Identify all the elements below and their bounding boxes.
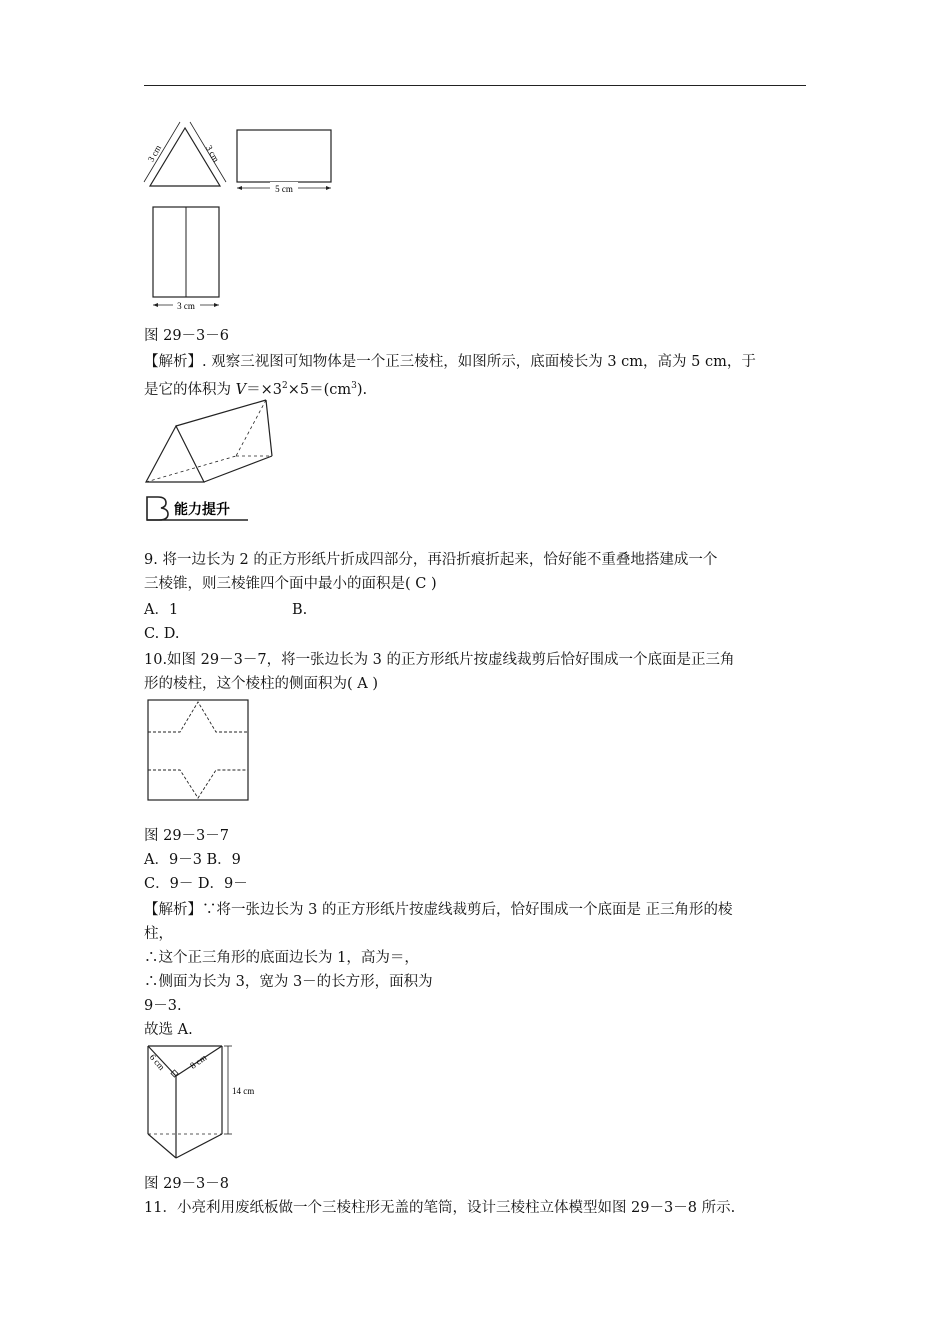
prism-right-label: 8 cm [188, 1052, 209, 1071]
rect-width-label: 5 cm [275, 184, 293, 194]
figure-prism-3d [140, 396, 280, 488]
figure-caption-8: 图 29－3－8 [144, 1176, 230, 1192]
figure-caption-6: 图 29－3－6 [144, 328, 230, 344]
analysis2-line5: 9－3. [144, 998, 182, 1014]
front-width-label: 3 cm [177, 301, 195, 311]
q10-options-cd: C．9－ D．9－ [144, 876, 248, 892]
figure-front-view [147, 203, 227, 315]
prism-left-label: 6 cm [147, 1052, 167, 1073]
q9-line2: 三棱锥，则三棱锥四个面中最小的面积是( C ) [144, 576, 437, 592]
q10-line1: 10.如图 29－3－7，将一张边长为 3 的正方形纸片按虚线裁剪后恰好围成一个底面是正三角 [144, 652, 735, 668]
figure-square-cut [144, 696, 252, 806]
q9-options-cd: C. D. [144, 626, 180, 642]
triangle-left-label: 3 cm [145, 143, 164, 164]
header-rule [144, 85, 806, 86]
analysis2-line6: 故选 A. [144, 1022, 193, 1038]
analysis2-line2: 柱， [144, 926, 173, 942]
q9-option-a: A．1 [144, 602, 179, 618]
figure-side-view-rect [232, 126, 336, 198]
figure-pencil-holder-prism [140, 1040, 260, 1164]
section-banner [144, 494, 250, 526]
figure-caption-7: 图 29－3－7 [144, 828, 230, 844]
analysis1-line2: 是它的体积为 $V=\times 3^2\times 5=(cm^3)$. [144, 381, 368, 398]
analysis1-line1: 【解析】. 观察三视图可知物体是一个正三棱柱，如图所示，底面棱长为 3 cm，高为 5 cm，于 [144, 354, 756, 370]
triangle-right-label: 3 cm [203, 143, 222, 164]
analysis2-line3: ∴这个正三角形的底面边长为 1，高为＝， [144, 950, 419, 966]
q11-line1: 11．小亮利用废纸板做一个三棱柱形无盖的笔筒，设计三棱柱立体模型如图 29－3－8 所示. [144, 1200, 736, 1216]
analysis2-line4: ∴侧面为长为 3，宽为 3－的长方形，面积为 [144, 974, 433, 990]
q9-option-b: B. [292, 602, 308, 618]
figure-top-view-triangle [140, 120, 230, 192]
q9-line1: 9. 将一边长为 2 的正方形纸片折成四部分，再沿折痕折起来，恰好能不重叠地搭建成一个 [144, 552, 718, 568]
prism-height-label: 14 cm [232, 1086, 255, 1096]
analysis2-line1: 【解析】∵将一张边长为 3 的正方形纸片按虚线裁剪后，恰好围成一个底面是 正三角形的棱 [144, 902, 733, 918]
banner-label: 能力提升 [174, 502, 230, 518]
q10-line2: 形的棱柱，这个棱柱的侧面积为( A ) [144, 676, 379, 692]
q10-options-ab: A．9－3 B．9 [144, 852, 241, 868]
